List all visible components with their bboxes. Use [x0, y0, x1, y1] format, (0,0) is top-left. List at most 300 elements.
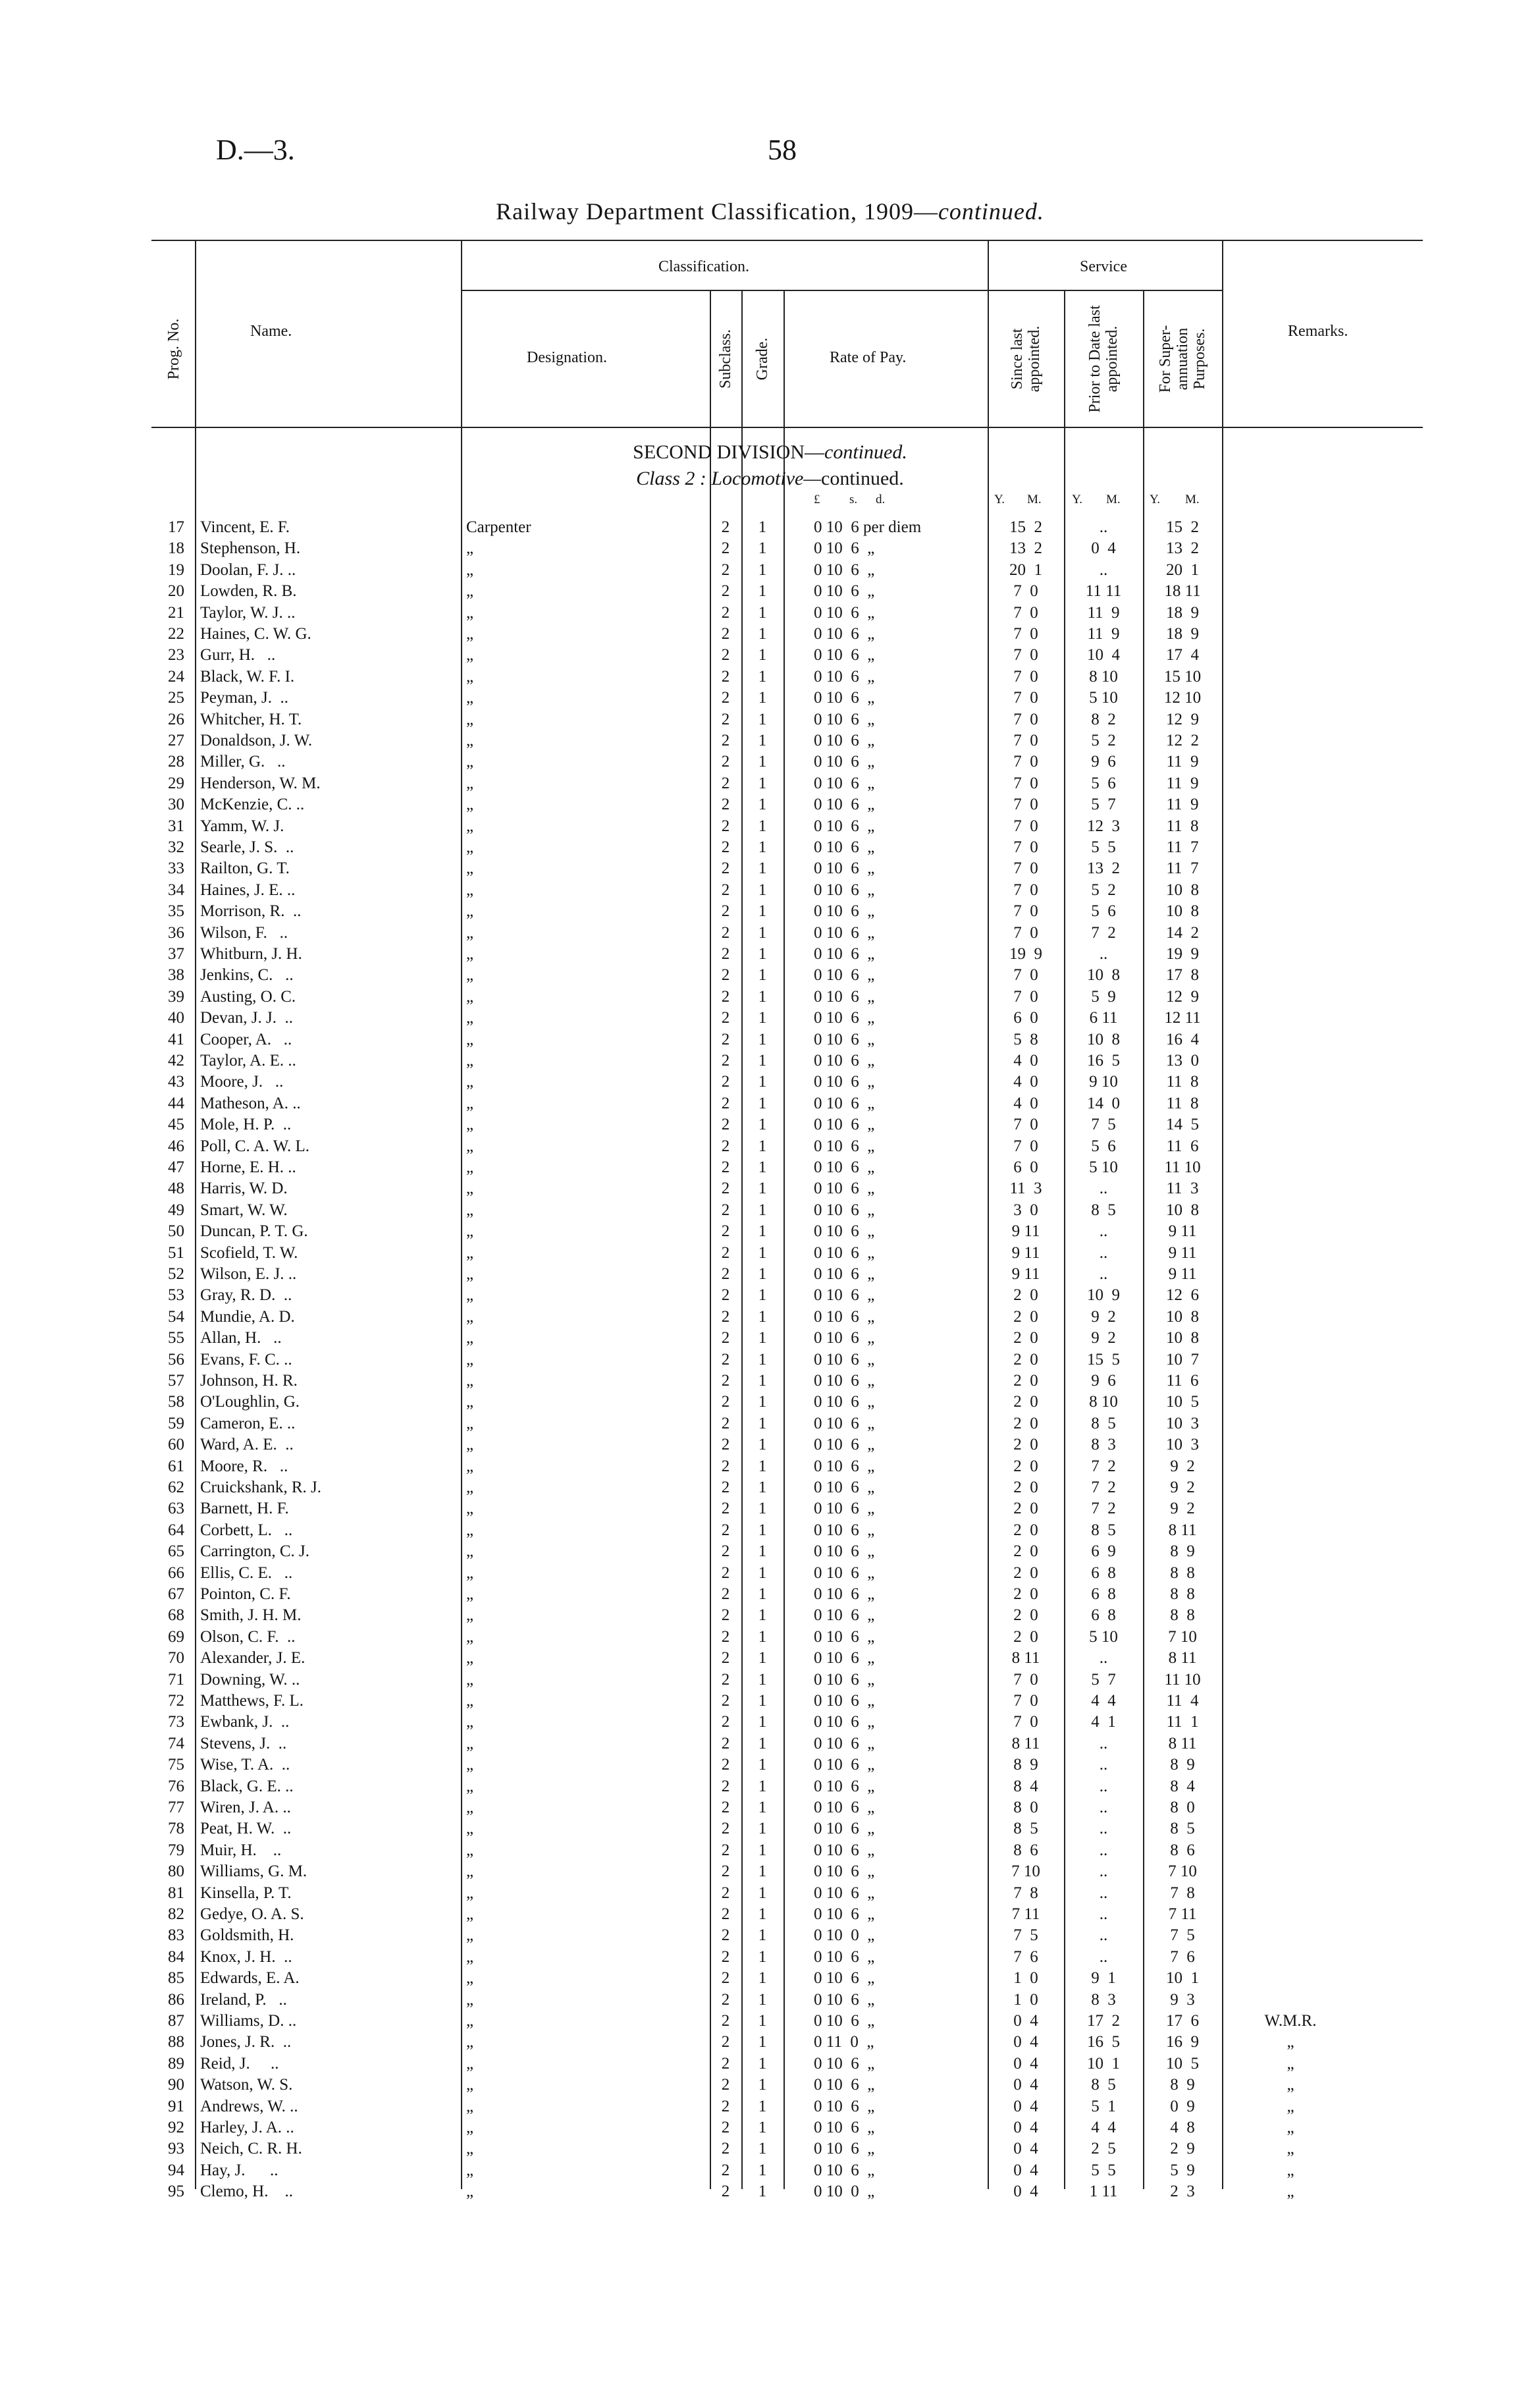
name-cell: Wiren, J. A. ..: [200, 1799, 291, 1816]
since-last-cell: 8 4: [1013, 1777, 1038, 1795]
subclass-cell: 2: [721, 1756, 730, 1774]
name-cell: Jenkins, C. ..: [200, 966, 294, 984]
prog-no-cell: 31: [168, 817, 184, 835]
prior-cell: ..: [1099, 1649, 1108, 1667]
subclass-cell: 2: [721, 796, 730, 813]
name-cell: Wilson, F. ..: [200, 924, 288, 942]
designation-cell: „: [466, 1436, 474, 1453]
super-cell: 11 6: [1166, 1372, 1199, 1390]
designation-cell: „: [466, 1735, 474, 1752]
prog-no-cell: 86: [168, 1991, 184, 2009]
name-cell: Railton, G. T.: [200, 859, 290, 877]
subclass-cell: 2: [721, 561, 730, 579]
subclass-cell: 2: [721, 2055, 730, 2073]
grade-cell: 1: [758, 1500, 767, 1517]
designation-cell: „: [466, 1713, 474, 1731]
prior-cell: 6 9: [1091, 1542, 1116, 1560]
subclass-cell: 2: [721, 1436, 730, 1453]
since-last-cell: 15 2: [1009, 518, 1042, 536]
name-cell: Black, W. F. I.: [200, 668, 295, 686]
super-cell: 9 2: [1170, 1479, 1195, 1496]
designation-cell: „: [466, 1479, 474, 1496]
super-cell: 10 1: [1166, 1969, 1199, 1987]
rate-cell: 0 10 6 „: [814, 1756, 875, 1774]
since-last-cell: 7 5: [1013, 1926, 1038, 1944]
rate-cell: 0 10 6 „: [814, 1649, 875, 1667]
rate-cell: 0 10 6 „: [814, 689, 875, 707]
grade-cell: 1: [758, 1265, 767, 1283]
header-rate: Rate of Pay.: [830, 349, 907, 366]
subclass-cell: 2: [721, 1521, 730, 1539]
grade-cell: 1: [758, 1244, 767, 1262]
super-cell: 8 11: [1168, 1649, 1197, 1667]
super-cell: 8 11: [1168, 1521, 1197, 1539]
super-cell: 12 11: [1164, 1009, 1201, 1027]
subclass-cell: 2: [721, 1158, 730, 1176]
prior-cell: 6 8: [1091, 1564, 1116, 1582]
remarks-cell: „: [1287, 2033, 1294, 2051]
prior-cell: ..: [1099, 1180, 1108, 1197]
designation-cell: „: [466, 924, 474, 942]
designation-cell: „: [466, 646, 474, 664]
rate-cell: 0 10 6 „: [814, 1628, 875, 1646]
since-last-cell: 6 0: [1013, 1158, 1038, 1176]
grade-cell: 1: [758, 838, 767, 856]
designation-cell: „: [466, 817, 474, 835]
subclass-cell: 2: [721, 1201, 730, 1219]
prior-cell: ..: [1099, 1244, 1108, 1262]
grade-cell: 1: [758, 689, 767, 707]
subclass-cell: 2: [721, 1606, 730, 1624]
designation-cell: „: [466, 711, 474, 728]
rate-cell: 0 10 6 „: [814, 1671, 875, 1689]
prog-no-cell: 40: [168, 1009, 184, 1027]
rate-cell: 0 10 6 „: [814, 1201, 875, 1219]
super-cell: 12 9: [1166, 988, 1199, 1006]
super-cell: 16 4: [1166, 1031, 1199, 1048]
grade-cell: 1: [758, 924, 767, 942]
since-last-cell: 2 0: [1013, 1479, 1038, 1496]
since-last-cell: 8 0: [1013, 1799, 1038, 1816]
grade-cell: 1: [758, 1948, 767, 1966]
name-cell: Taylor, W. J. ..: [200, 604, 296, 622]
name-cell: Gurr, H. ..: [200, 646, 276, 664]
since-last-cell: 8 6: [1013, 1841, 1038, 1859]
subclass-cell: 2: [721, 646, 730, 664]
prog-no-cell: 56: [168, 1351, 184, 1369]
prog-no-cell: 68: [168, 1606, 184, 1624]
designation-cell: „: [466, 1606, 474, 1624]
subclass-cell: 2: [721, 582, 730, 600]
name-cell: Williams, D. ..: [200, 2012, 297, 2030]
grade-cell: 1: [758, 625, 767, 643]
name-cell: Hay, J. ..: [200, 2161, 279, 2179]
grade-cell: 1: [758, 2098, 767, 2115]
since-last-cell: 7 0: [1013, 1116, 1038, 1133]
col-rule-5: [783, 290, 785, 2189]
subclass-cell: 2: [721, 2076, 730, 2094]
prog-no-cell: 51: [168, 1244, 184, 1262]
header-grade: Grade.: [754, 337, 771, 381]
remarks-cell: „: [1287, 2183, 1294, 2200]
since-last-cell: 0 4: [1013, 2140, 1038, 2157]
unit-m3: M.: [1185, 493, 1200, 506]
super-cell: 10 8: [1166, 1308, 1199, 1326]
grade-cell: 1: [758, 1606, 767, 1624]
since-last-cell: 7 0: [1013, 646, 1038, 664]
name-cell: Poll, C. A. W. L.: [200, 1137, 310, 1155]
name-cell: Peat, H. W. ..: [200, 1820, 292, 1837]
subclass-cell: 2: [721, 689, 730, 707]
prior-cell: 5 10: [1089, 1158, 1118, 1176]
unit-y2: Y.: [1072, 493, 1083, 506]
grade-cell: 1: [758, 1969, 767, 1987]
rate-cell: 0 10 6 „: [814, 924, 875, 942]
since-last-cell: 4 0: [1013, 1073, 1038, 1091]
header-super: For Super-annuation Purposes.: [1157, 325, 1208, 393]
grade-cell: 1: [758, 1841, 767, 1859]
since-last-cell: 7 0: [1013, 732, 1038, 749]
prior-cell: ..: [1099, 561, 1108, 579]
designation-cell: „: [466, 1926, 474, 1944]
since-last-cell: 0 4: [1013, 2055, 1038, 2073]
since-last-cell: 7 0: [1013, 859, 1038, 877]
since-last-cell: 11 3: [1009, 1180, 1042, 1197]
super-cell: 12 2: [1166, 732, 1199, 749]
designation-cell: „: [466, 732, 474, 749]
designation-cell: „: [466, 1351, 474, 1369]
unit-shilling: s.: [849, 493, 858, 506]
prog-no-cell: 29: [168, 774, 184, 792]
prior-cell: 5 5: [1091, 838, 1116, 856]
rate-cell: 0 10 6 „: [814, 1799, 875, 1816]
grade-cell: 1: [758, 1585, 767, 1603]
name-cell: Henderson, W. M.: [200, 774, 321, 792]
rate-cell: 0 10 6 „: [814, 966, 875, 984]
designation-cell: „: [466, 1137, 474, 1155]
rate-cell: 0 10 6 „: [814, 1500, 875, 1517]
prog-no-cell: 28: [168, 753, 184, 771]
prog-no-cell: 89: [168, 2055, 184, 2073]
name-cell: Haines, C. W. G.: [200, 625, 311, 643]
grade-cell: 1: [758, 1116, 767, 1133]
prog-no-cell: 78: [168, 1820, 184, 1837]
rate-cell: 0 10 6 „: [814, 1991, 875, 2009]
name-cell: Whitburn, J. H.: [200, 945, 302, 963]
since-last-cell: 2 0: [1013, 1564, 1038, 1582]
super-cell: 11 7: [1166, 838, 1199, 856]
prior-cell: 7 2: [1091, 1500, 1116, 1517]
rate-cell: 0 10 6 „: [814, 1116, 875, 1133]
prior-cell: 8 10: [1089, 1393, 1118, 1411]
since-last-cell: 7 11: [1011, 1905, 1040, 1923]
super-cell: 10 8: [1166, 1201, 1199, 1219]
header-subclass: Subclass.: [717, 329, 734, 389]
rate-cell: 0 10 6 „: [814, 561, 875, 579]
rate-cell: 0 10 6 „: [814, 774, 875, 792]
designation-cell: „: [466, 945, 474, 963]
name-cell: Mole, H. P. ..: [200, 1116, 292, 1133]
rate-cell: 0 10 6 „: [814, 1542, 875, 1560]
since-last-cell: 7 0: [1013, 902, 1038, 920]
rate-cell: 0 10 6 „: [814, 539, 875, 557]
prior-cell: 12 3: [1087, 817, 1120, 835]
grade-cell: 1: [758, 859, 767, 877]
prog-no-cell: 65: [168, 1542, 184, 1560]
super-cell: 12 6: [1166, 1286, 1199, 1304]
super-cell: 19 9: [1166, 945, 1199, 963]
subclass-cell: 2: [721, 1286, 730, 1304]
grade-cell: 1: [758, 753, 767, 771]
subclass-cell: 2: [721, 1500, 730, 1517]
name-cell: Alexander, J. E.: [200, 1649, 305, 1667]
prior-cell: 9 2: [1091, 1329, 1116, 1347]
rate-cell: 0 10 6 „: [814, 1265, 875, 1283]
prior-cell: 10 9: [1087, 1286, 1120, 1304]
prog-no-cell: 52: [168, 1265, 184, 1283]
rate-cell: 0 10 6 „: [814, 1585, 875, 1603]
super-cell: 20 1: [1166, 561, 1199, 579]
super-cell: 0 9: [1170, 2098, 1195, 2115]
name-cell: Matthews, F. L.: [200, 1692, 304, 1710]
subclass-cell: 2: [721, 753, 730, 771]
super-cell: 15 10: [1163, 668, 1202, 686]
subclass-cell: 2: [721, 1329, 730, 1347]
designation-cell: „: [466, 1052, 474, 1070]
prior-cell: 5 1: [1091, 2098, 1116, 2115]
super-cell: 11 9: [1166, 774, 1199, 792]
name-cell: Donaldson, J. W.: [200, 732, 313, 749]
prior-cell: ..: [1099, 1841, 1108, 1859]
since-last-cell: 7 0: [1013, 796, 1038, 813]
prior-cell: 5 6: [1091, 1137, 1116, 1155]
since-last-cell: 7 0: [1013, 966, 1038, 984]
remarks-cell: „: [1287, 2161, 1294, 2179]
since-last-cell: 9 11: [1011, 1244, 1040, 1262]
remarks-cell: „: [1287, 2119, 1294, 2136]
grade-cell: 1: [758, 2055, 767, 2073]
designation-cell: „: [466, 2055, 474, 2073]
prog-no-cell: 23: [168, 646, 184, 664]
designation-cell: „: [466, 2140, 474, 2157]
since-last-cell: 4 0: [1013, 1052, 1038, 1070]
prog-no-cell: 71: [168, 1671, 184, 1689]
subclass-cell: 2: [721, 1564, 730, 1582]
since-last-cell: 2 0: [1013, 1457, 1038, 1475]
grade-cell: 1: [758, 1649, 767, 1667]
rate-cell: 0 10 6 „: [814, 646, 875, 664]
rate-cell: 0 10 6 „: [814, 1521, 875, 1539]
prior-cell: 6 8: [1091, 1585, 1116, 1603]
designation-cell: „: [466, 1329, 474, 1347]
designation-cell: „: [466, 1649, 474, 1667]
since-last-cell: 0 4: [1013, 2119, 1038, 2136]
title-cont: continued.: [938, 198, 1044, 225]
grade-cell: 1: [758, 539, 767, 557]
rate-cell: 0 10 6 „: [814, 1436, 875, 1453]
rate-cell: 0 10 6 „: [814, 902, 875, 920]
subclass-cell: 2: [721, 2140, 730, 2157]
super-cell: 11 4: [1166, 1692, 1199, 1710]
prog-no-cell: 21: [168, 604, 184, 622]
page-number: 58: [768, 134, 797, 166]
since-last-cell: 2 0: [1013, 1415, 1038, 1432]
rate-cell: 0 10 6 „: [814, 1351, 875, 1369]
rate-cell: 0 10 6 „: [814, 2076, 875, 2094]
super-cell: 11 9: [1166, 796, 1199, 813]
super-cell: 11 10: [1164, 1158, 1201, 1176]
rate-cell: 0 10 6 „: [814, 582, 875, 600]
rate-cell: 0 10 6 „: [814, 2055, 875, 2073]
grade-cell: 1: [758, 1905, 767, 1923]
designation-cell: „: [466, 2161, 474, 2179]
designation-cell: „: [466, 1201, 474, 1219]
designation-cell: „: [466, 689, 474, 707]
subclass-cell: 2: [721, 625, 730, 643]
super-cell: 10 8: [1166, 902, 1199, 920]
subclass-cell: 2: [721, 668, 730, 686]
name-cell: Horne, E. H. ..: [200, 1158, 296, 1176]
service-under-rule: [988, 290, 1222, 291]
unit-pence: d.: [876, 493, 886, 506]
col-rule-2: [461, 240, 462, 2189]
prog-no-cell: 61: [168, 1457, 184, 1475]
designation-cell: „: [466, 1564, 474, 1582]
name-cell: Scofield, T. W.: [200, 1244, 298, 1262]
prior-cell: 13 2: [1087, 859, 1120, 877]
division-text: SECOND DIVISION—: [633, 441, 825, 463]
prior-cell: 7 2: [1091, 1457, 1116, 1475]
name-cell: Peyman, J. ..: [200, 689, 289, 707]
name-cell: Williams, G. M.: [200, 1862, 307, 1880]
prior-cell: ..: [1099, 1884, 1108, 1902]
prior-cell: 5 5: [1091, 2161, 1116, 2179]
prog-no-cell: 77: [168, 1799, 184, 1816]
prog-no-cell: 34: [168, 881, 184, 899]
super-cell: 4 8: [1170, 2119, 1195, 2136]
prior-cell: 6 8: [1091, 1606, 1116, 1624]
since-last-cell: 7 0: [1013, 689, 1038, 707]
subclass-cell: 2: [721, 2012, 730, 2030]
prior-cell: 9 10: [1089, 1073, 1118, 1091]
super-cell: 17 8: [1166, 966, 1199, 984]
since-last-cell: 2 0: [1013, 1521, 1038, 1539]
remarks-cell: „: [1287, 2098, 1294, 2115]
subclass-cell: 2: [721, 1799, 730, 1816]
subclass-cell: 2: [721, 1671, 730, 1689]
prog-no-cell: 41: [168, 1031, 184, 1048]
since-last-cell: 2 0: [1013, 1436, 1038, 1453]
super-cell: 14 5: [1166, 1116, 1199, 1133]
subclass-cell: 2: [721, 518, 730, 536]
designation-cell: „: [466, 881, 474, 899]
subclass-cell: 2: [721, 1649, 730, 1667]
subclass-cell: 2: [721, 1222, 730, 1240]
grade-cell: 1: [758, 668, 767, 686]
rate-cell: 0 10 6 „: [814, 1969, 875, 1987]
subclass-cell: 2: [721, 838, 730, 856]
name-cell: Clemo, H. ..: [200, 2183, 293, 2200]
rate-cell: 0 10 6 „: [814, 1158, 875, 1176]
name-cell: Smith, J. H. M.: [200, 1606, 302, 1624]
name-cell: Haines, J. E. ..: [200, 881, 296, 899]
prior-cell: 8 5: [1091, 1415, 1116, 1432]
prior-cell: 4 4: [1091, 2119, 1116, 2136]
name-cell: Knox, J. H. ..: [200, 1948, 292, 1966]
designation-cell: „: [466, 1286, 474, 1304]
prior-cell: 14 0: [1087, 1095, 1120, 1112]
grade-cell: 1: [758, 1820, 767, 1837]
prior-cell: 5 9: [1091, 988, 1116, 1006]
name-cell: Ireland, P. ..: [200, 1991, 287, 2009]
grade-cell: 1: [758, 1735, 767, 1752]
prog-no-cell: 20: [168, 582, 184, 600]
subclass-cell: 2: [721, 924, 730, 942]
since-last-cell: 7 0: [1013, 625, 1038, 643]
prog-no-cell: 87: [168, 2012, 184, 2030]
subclass-cell: 2: [721, 1052, 730, 1070]
since-last-cell: 7 0: [1013, 582, 1038, 600]
designation-cell: „: [466, 2033, 474, 2051]
prior-cell: 8 5: [1091, 1201, 1116, 1219]
subclass-cell: 2: [721, 1073, 730, 1091]
prior-cell: 5 2: [1091, 732, 1116, 749]
prog-no-cell: 73: [168, 1713, 184, 1731]
col-rule-1: [195, 240, 196, 2189]
remarks-cell: W.M.R.: [1264, 2012, 1317, 2030]
subclass-cell: 2: [721, 1991, 730, 2009]
prior-cell: 17 2: [1087, 2012, 1120, 2030]
rate-cell: 0 10 6 „: [814, 753, 875, 771]
name-cell: Miller, G. ..: [200, 753, 286, 771]
since-last-cell: 1 0: [1013, 1991, 1038, 2009]
super-cell: 16 9: [1166, 2033, 1199, 2051]
designation-cell: „: [466, 774, 474, 792]
prior-cell: 9 1: [1091, 1969, 1116, 1987]
prog-no-cell: 33: [168, 859, 184, 877]
rate-cell: 0 10 6 „: [814, 1073, 875, 1091]
prog-no-cell: 43: [168, 1073, 184, 1091]
prior-cell: 9 6: [1091, 753, 1116, 771]
subclass-cell: 2: [721, 1116, 730, 1133]
prog-no-cell: 19: [168, 561, 184, 579]
prog-no-cell: 92: [168, 2119, 184, 2136]
subclass-cell: 2: [721, 1692, 730, 1710]
name-cell: Cameron, E. ..: [200, 1415, 296, 1432]
name-cell: Reid, J. ..: [200, 2055, 279, 2073]
prior-cell: 11 11: [1085, 582, 1122, 600]
super-cell: 8 6: [1170, 1841, 1195, 1859]
subclass-cell: 2: [721, 1841, 730, 1859]
grade-cell: 1: [758, 2033, 767, 2051]
designation-cell: „: [466, 1009, 474, 1027]
grade-cell: 1: [758, 1628, 767, 1646]
name-cell: Moore, J. ..: [200, 1073, 284, 1091]
subclass-cell: 2: [721, 1777, 730, 1795]
rate-cell: 0 10 6 „: [814, 1820, 875, 1837]
super-cell: 8 5: [1170, 1820, 1195, 1837]
since-last-cell: 7 0: [1013, 838, 1038, 856]
grade-cell: 1: [758, 1137, 767, 1155]
grade-cell: 1: [758, 881, 767, 899]
prior-cell: 5 7: [1091, 1671, 1116, 1689]
since-last-cell: 7 0: [1013, 817, 1038, 835]
unit-m1: M.: [1027, 493, 1042, 506]
since-last-cell: 6 0: [1013, 1009, 1038, 1027]
super-cell: 8 0: [1170, 1799, 1195, 1816]
designation-cell: „: [466, 796, 474, 813]
prog-no-cell: 91: [168, 2098, 184, 2115]
